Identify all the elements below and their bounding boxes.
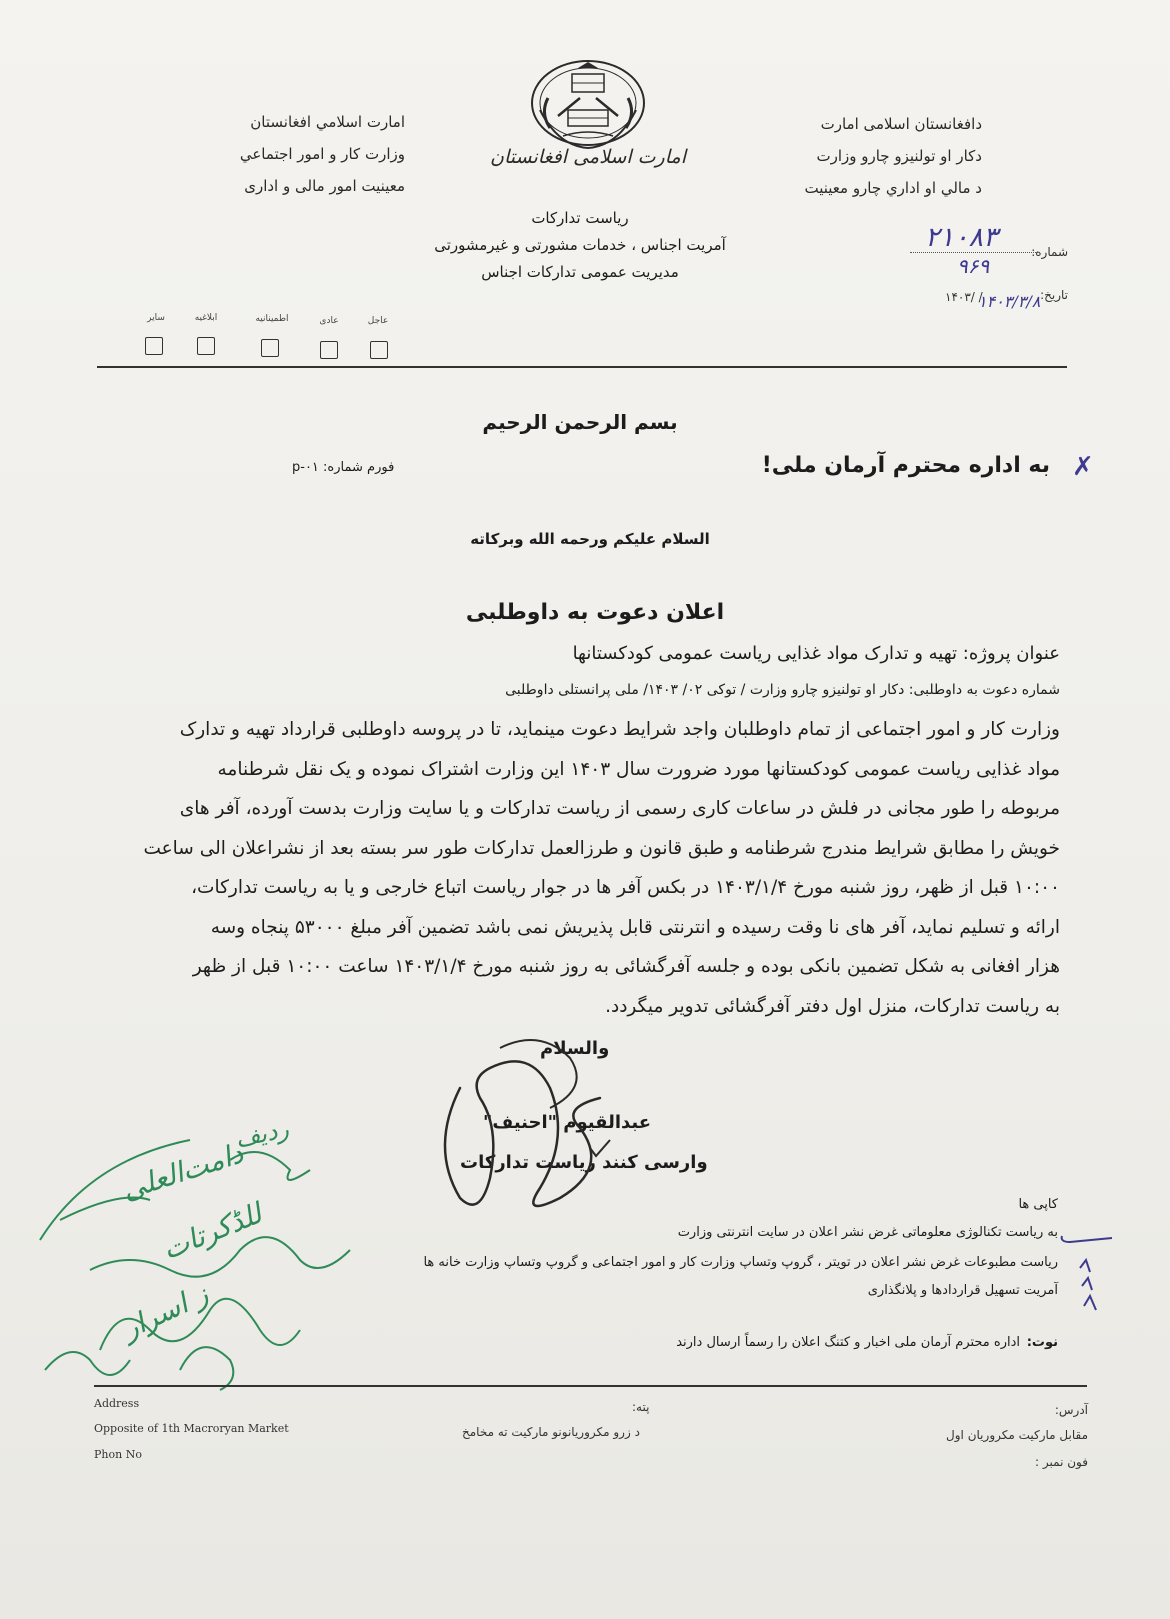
signatory-title: وارسی کنند ریاست تدارکات (460, 1152, 708, 1173)
priority-label-other: سایر (147, 313, 165, 323)
project-title: عنوان پروژه: تهیه و تدارک مواد غذایی ریاست عمومی کودکستانها (572, 643, 1060, 664)
basmala: بسم الرحمن الرحیم (482, 410, 678, 434)
reference-date-handwritten: ۱۴۰۳/۳/۸ (978, 292, 1041, 311)
emirate-emblem-icon (528, 58, 648, 188)
green-note-line-2: دامت‌العلی (117, 1136, 248, 1207)
footer-address-dari: مقابل مارکیت مکروریان اول (946, 1428, 1088, 1442)
header-right-line-1: دافغانستان اسلامی امارت (820, 115, 982, 133)
header-left-block (145, 106, 405, 202)
copies-handwritten-marks (1058, 1228, 1114, 1318)
header-center-line-3: مدیریت عمومی تدارکات اجناس (481, 263, 679, 281)
header-left-line-3: معینیت امور مالی و اداری (244, 177, 405, 195)
footer-address-label-dari: آدرس: (1054, 1403, 1088, 1417)
copies-item-3: آمریت تسهیل قراردادها و پلانگذاری (867, 1283, 1058, 1298)
priority-label-urgent: عاجل (367, 316, 389, 326)
header-divider (97, 366, 1067, 368)
green-note-line-3: للڈکرتات (157, 1196, 267, 1267)
reference-number-label: شماره: (1031, 245, 1068, 259)
priority-checkbox-notification[interactable] (197, 337, 215, 355)
footer-address-pashto: د زرو مکروریانونو مارکیت ته مخامخ (462, 1425, 640, 1439)
body-line-1: وزارت کار و امور اجتماعی از تمام داوطلبان واجد شرایط دعوت مینماید، تا در پروسه داوطلبی قرارداد تهیه و تدارک (179, 719, 1060, 740)
body-line-2: مواد غذایی ریاست عمومی کودکستانها مورد ضرورت سال ۱۴۰۳ این وزارت اشتراک نموده و یک نقل شرطنامه (217, 758, 1060, 780)
signature-scribble (420, 1028, 660, 1228)
recipient-checkmark-icon: ✗ (1072, 452, 1094, 482)
header-left-line-1: امارت اسلامي افغانستان (250, 113, 405, 131)
priority-checkbox-normal[interactable] (320, 341, 338, 359)
header-center-line-1: ریاست تدارکات (531, 209, 629, 227)
form-number: فورم شماره: p-۰۱ (292, 460, 395, 475)
priority-label-normal: عادی (319, 316, 339, 326)
priority-checkbox-other[interactable] (145, 337, 163, 355)
body-line-5: ۱۰:۰۰ قبل از ظهر، روز شنبه مورخ ۱۴۰۳/۱/۴ در بکس آفر ها در جوار ریاست اتباع خارجی و یا به ریاست تدارکات، (191, 877, 1060, 898)
body-line-8: به ریاست تدارکات، منزل اول دفتر آفرگشائی تدویر میگردد. (605, 995, 1060, 1017)
footer-address-label-pashto: پته: (632, 1400, 650, 1414)
green-handwritten-note (30, 1100, 360, 1400)
copies-heading: کاپی ها (1018, 1197, 1058, 1212)
greeting: السلام علیکم ورحمه الله وبرکاته (470, 530, 710, 548)
emblem-calligraphy: امارت اسلامی افغانستان (490, 146, 686, 168)
green-note-line-1: ردیف (232, 1114, 292, 1154)
priority-label-notification: ابلاغیه (194, 313, 218, 323)
priority-label-confirmation: اطمینانیه (255, 314, 289, 324)
header-right-line-2: دکار او تولنیزو چارو وزارت (816, 147, 982, 165)
signatory-name: عبدالقیوم "احنیف" (483, 1112, 652, 1133)
footer-phone-dari: فون نمبر : (1035, 1455, 1088, 1469)
copies-item-1: به ریاست تکنالوژی معلوماتی غرض نشر اعلان در سایت انترنتی وزارت (677, 1225, 1058, 1240)
footer-address-en: Opposite of 1th Macroryan Market (94, 1422, 289, 1435)
header-right-block (722, 108, 982, 204)
header-center-line-2: آمریت اجناس ، خدمات مشورتی و غیرمشورتی (434, 236, 726, 254)
priority-checkbox-urgent[interactable] (370, 341, 388, 359)
announcement-body (102, 710, 1060, 1026)
header-right-line-3: د مالي او اداري چارو معینیت (804, 179, 982, 197)
reference-date-printed: ۱۴۰۳/ / (945, 290, 983, 304)
footer-phone-en: Phon No (94, 1448, 142, 1461)
priority-checkbox-confirmation[interactable] (261, 339, 279, 357)
note-text: اداره محترم آرمان ملی اخبار و کتنگ اعلان را رسماً ارسال دارند (676, 1335, 1020, 1350)
footer-divider (94, 1385, 1087, 1387)
recipient-line: به اداره محترم آرمان ملی! (761, 453, 1050, 478)
reference-date-label: تاریخ: (1040, 288, 1068, 302)
reference-number-handwritten-2: ۹۶۹ (957, 254, 990, 278)
body-line-3: مربوطه را طور مجانی در فلش در ساعات کاری رسمی از ریاست تدارکات و یا سایت وزارت بدست آورده، آفر های (179, 798, 1060, 819)
body-line-6: ارائه و تسلیم نماید، آفر های نا وقت رسیده و انترنتی قابل پذیریش نمی باشد تضمین آفر مبلغ ۵۳۰۰۰ پنجاه وسه (210, 916, 1060, 938)
closing: والسلام (540, 1038, 610, 1059)
header-center-block (430, 205, 730, 286)
note-label: نوت: (1026, 1335, 1058, 1350)
invitation-number: شماره دعوت به داوطلبی: دکار او تولنیزو چارو وزارت / توکی ۰۲/ ۱۴۰۳/ ملی پرانستلی داوطلبی (505, 682, 1060, 698)
footer-address-label-en: Address (94, 1397, 140, 1410)
body-line-7: هزار افغانی به شکل تضمین بانکی بوده و جلسه آفرگشائی به روز شنبه مورخ ۱۴۰۳/۱/۴ ساعت ۱۰:۰۰ قبل از ظهر (192, 956, 1060, 977)
reference-number-handwritten: ۲۱۰۸۳ (925, 222, 998, 253)
green-note-line-4: ز اسرار (117, 1277, 214, 1346)
announcement-title: اعلان دعوت به داوطلبی (465, 600, 725, 625)
copies-item-2: ریاست مطبوعات غرض نشر اعلان در تویتر ، گروپ وتساپ وزارت کار و امور اجتماعی و گروپ وتساپ وزارت خانه ها (423, 1255, 1058, 1270)
body-line-4: خویش را مطابق شرایط مندرج شرطنامه و طبق قانون و طرزالعمل تدارکات طور سر بسته بعد از نشراعلان الی ساعت (143, 837, 1060, 859)
header-left-line-2: وزارت کار و امور اجتماعي (239, 145, 405, 163)
